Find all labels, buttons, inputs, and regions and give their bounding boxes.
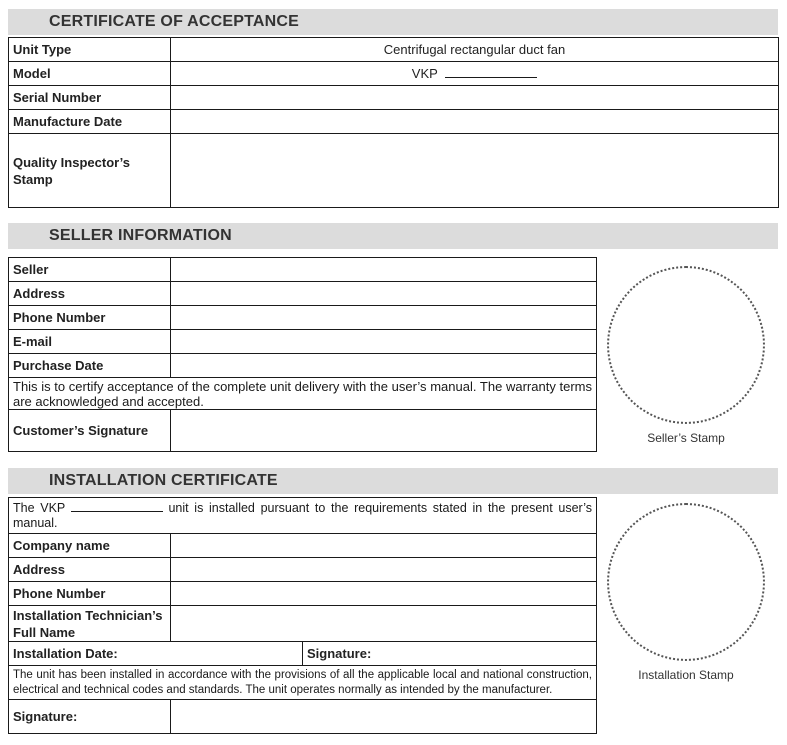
- installer-phone-field[interactable]: [171, 582, 597, 606]
- manufacture-date-label: Manufacture Date: [9, 110, 171, 134]
- model-value: VKP: [411, 66, 438, 81]
- acceptance-table: [8, 37, 779, 208]
- installation-statement: [9, 498, 597, 534]
- installation-stamp-label: Installation Stamp: [638, 668, 734, 682]
- unit-type-label: Unit Type: [9, 38, 171, 62]
- seller-phone-label: Phone Number: [9, 306, 171, 330]
- seller-title: SELLER INFORMATION: [49, 227, 232, 244]
- seller-stamp-label: Seller’s Stamp: [647, 431, 725, 445]
- seller-label: Seller: [9, 258, 171, 282]
- technician-name-field[interactable]: [171, 606, 597, 642]
- model-blank-line: [445, 66, 537, 78]
- acceptance-title: CERTIFICATE OF ACCEPTANCE: [49, 13, 300, 30]
- customer-signature-label: Customer’s Signature: [9, 410, 171, 452]
- model-blank-line[interactable]: [71, 500, 163, 512]
- company-name-label: Company name: [9, 534, 171, 558]
- installation-table: [8, 497, 597, 734]
- company-name-field[interactable]: [171, 534, 597, 558]
- model-field[interactable]: [171, 62, 779, 86]
- seller-stamp-circle[interactable]: [607, 266, 765, 424]
- compliance-statement: The unit has been installed in accordance with the provisions of all the applicable local and national construction, electrical and technical codes and standards. The unit operates normally as intended by the manufacturer.: [9, 666, 597, 700]
- technician-name-label: Installation Technician’s Full Name: [9, 606, 171, 642]
- seller-table: [8, 257, 597, 452]
- installer-phone-label: Phone Number: [9, 582, 171, 606]
- inline-signature-field[interactable]: [303, 642, 597, 666]
- installation-date-field[interactable]: [9, 642, 303, 666]
- serial-number-field[interactable]: [171, 86, 779, 110]
- installer-address-field[interactable]: [171, 558, 597, 582]
- seller-email-label: E-mail: [9, 330, 171, 354]
- installer-address-label: Address: [9, 558, 171, 582]
- installation-header: [8, 468, 778, 494]
- seller-phone-field[interactable]: [171, 306, 597, 330]
- signature-field[interactable]: [171, 700, 597, 734]
- serial-number-label: Serial Number: [9, 86, 171, 110]
- seller-address-field[interactable]: [171, 282, 597, 306]
- inspector-stamp-label: Quality Inspector’s Stamp: [9, 134, 171, 208]
- seller-field[interactable]: [171, 258, 597, 282]
- inline-signature-label: Signature:: [307, 646, 372, 661]
- seller-address-label: Address: [9, 282, 171, 306]
- acceptance-header: [8, 9, 778, 35]
- installation-intro-prefix: The VKP: [13, 501, 66, 515]
- installation-stamp-circle[interactable]: [607, 503, 765, 661]
- purchase-date-label: Purchase Date: [9, 354, 171, 378]
- seller-email-field[interactable]: [171, 330, 597, 354]
- manufacture-date-field[interactable]: [171, 110, 779, 134]
- installation-intro-suffix: unit is installed pursuant to the requirements stated in the present user’s manual.: [13, 501, 592, 530]
- installation-date-label: Installation Date:: [13, 646, 118, 661]
- unit-type-value: Centrifugal rectangular duct fan: [171, 38, 779, 62]
- acceptance-statement: This is to certify acceptance of the complete unit delivery with the user’s manual. The warranty terms are acknowledged and accepted.: [9, 378, 597, 410]
- purchase-date-field[interactable]: [171, 354, 597, 378]
- model-label: Model: [9, 62, 171, 86]
- customer-signature-field[interactable]: [171, 410, 597, 452]
- installation-title: INSTALLATION CERTIFICATE: [49, 472, 278, 489]
- seller-header: [8, 223, 778, 249]
- signature-label: Signature:: [9, 700, 171, 734]
- inspector-stamp-field[interactable]: [171, 134, 779, 208]
